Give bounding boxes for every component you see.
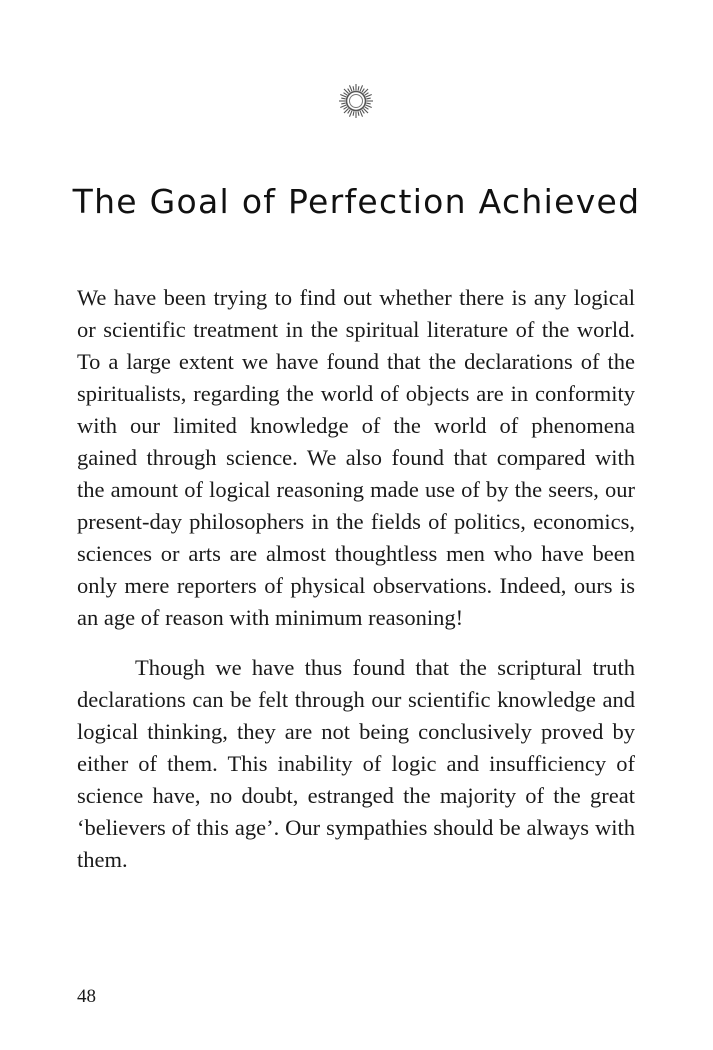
sun-rosette-icon	[338, 83, 374, 119]
paragraph-2: Though we have thus found that the scriptural truth declarations can be felt through our scientific knowledge and logical thinking, they are not being conclusively proved by either of them. This inability of logic and insufficiency of science have, no doubt, estranged the majority of the great ‘believers of this age’. Our sympathies should be always with them.	[77, 655, 635, 872]
page-number: 48	[77, 986, 96, 1007]
paragraph-1: We have been trying to find out whether there is any logical or scientific treatment in the spiritual literature of the world. To a large extent we have found that the declarations of the spiritualists, regarding the world of objects are in conformity with our limited knowledge of the world of phenomena gained through science. We also found that compared with the amount of logical reasoning made use of by the seers, our present-day philosophers in the fields of politics, economics, sciences or arts are almost thoughtless men who have been only mere reporters of physical observations. Indeed, ours is an age of reason with minimum reasoning!	[77, 285, 635, 630]
body-text	[77, 282, 635, 876]
chapter-title: The Goal of Perfection Achieved	[72, 182, 641, 221]
